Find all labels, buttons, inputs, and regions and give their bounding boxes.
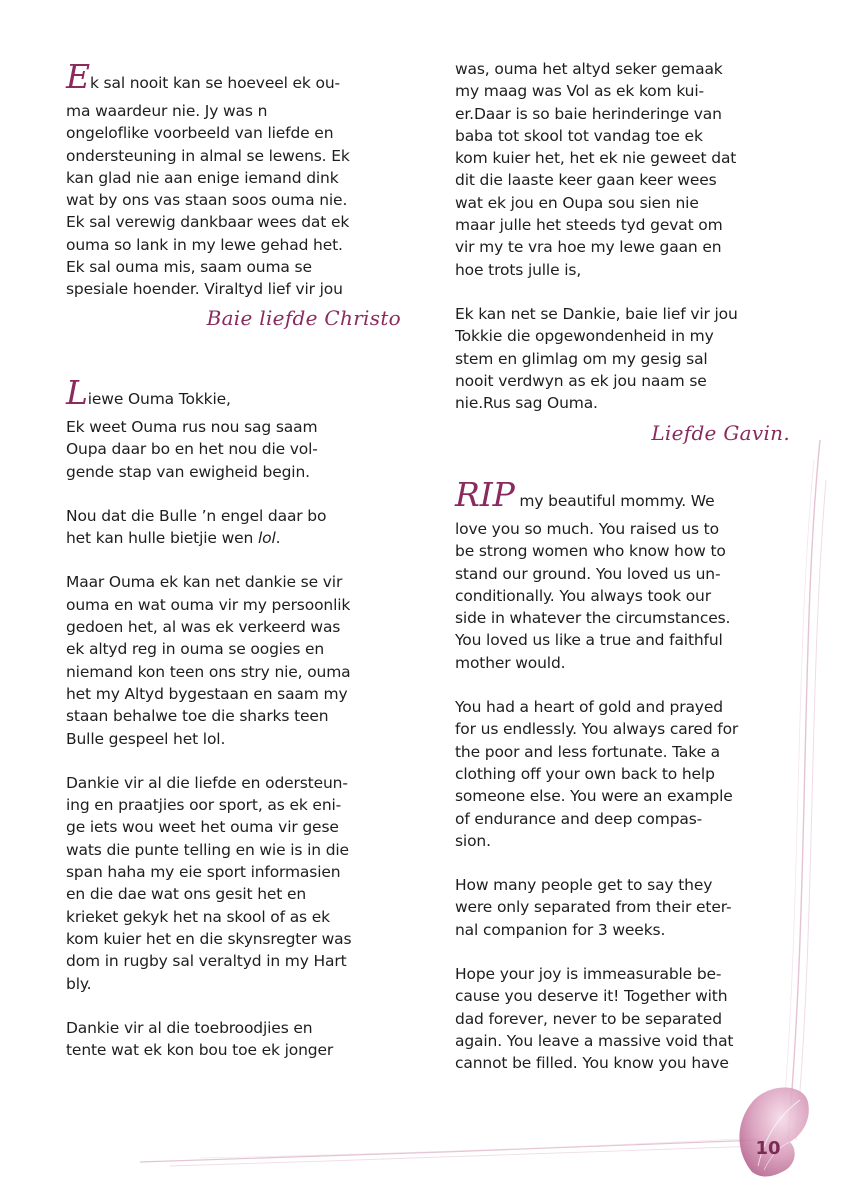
text-line: span haha my eie sport informasien	[66, 863, 341, 882]
text-line: ma waardeur nie. Jy was n	[66, 102, 268, 120]
text-line: nooit verdwyn as ek jou naam se	[455, 371, 707, 390]
text-line: stand our ground. You loved us un-	[455, 564, 721, 583]
text-line: Oupa daar bo en het nou die vol-	[66, 440, 318, 459]
signature-christo: Baie liefde Christo	[206, 305, 401, 330]
decorative-swoosh-bottom	[140, 1138, 760, 1168]
text-line: krieket gekyk het na skool of as ek	[66, 907, 330, 926]
text-line: Bulle gespeel het lol.	[66, 729, 226, 748]
text-line: You had a heart of gold and prayed	[455, 698, 723, 717]
text-line: ge iets wou weet het ouma vir gese	[66, 818, 339, 837]
text-line: tente wat ek kon bou toe ek jonger	[66, 1041, 334, 1060]
text-line: stem en glimlag om my gesig sal	[455, 349, 708, 368]
text-line: my maag was Vol as ek kom kui-	[455, 82, 704, 101]
butterfly-wing-icon	[724, 1080, 814, 1180]
drop-cap-e: E	[66, 57, 90, 96]
text-line: Maar Ouma ek kan net dankie se vir	[66, 573, 343, 592]
tribute-ouma-tokkie	[66, 373, 401, 1061]
greeting: iewe Ouma Tokkie,	[87, 390, 231, 408]
text-line: er.Daar is so baie herinderinge van	[455, 104, 722, 123]
text-line: dad forever, never to be separated	[455, 1009, 722, 1028]
text-line: love you so much. You raised us to	[455, 520, 719, 538]
text-line: en die dae wat ons gesit het en	[66, 885, 307, 904]
tribute-christo	[66, 57, 401, 330]
text-line: maar julle het steeds tyd gevat om	[455, 216, 723, 235]
text-line: Ek weet Ouma rus nou sag saam	[66, 418, 318, 436]
text-line: k sal nooit kan se hoeveel ek ou-	[89, 74, 340, 92]
text-line: Dankie vir al die toebroodjies en	[66, 1018, 313, 1037]
text-line: someone else. You were an example	[455, 787, 733, 806]
text-line: mother would.	[455, 653, 566, 672]
text-line: wat by ons vas staan soos ouma nie.	[66, 191, 348, 210]
text-line: ongeloflike voorbeeld van liefde en	[66, 124, 334, 143]
text-line: ouma so lank in my lewe gehad het.	[66, 235, 343, 254]
text-line: Ek kan net se Dankie, baie lief vir jou	[455, 304, 738, 323]
text-line: sion.	[455, 831, 491, 850]
text-line: nal companion for 3 weeks.	[455, 920, 666, 939]
text-line: Ek sal ouma mis, saam ouma se	[66, 258, 312, 277]
text-line: hoe trots julle is,	[455, 260, 582, 279]
text-line: spesiale hoender. Viraltyd lief vir jou	[66, 280, 343, 299]
text-line: niemand kon teen ons stry nie, ouma	[66, 662, 351, 681]
text-line: gedoen het, al was ek verkeerd was	[66, 618, 341, 637]
text-line: kom kuier het, het ek nie geweet dat	[455, 149, 737, 168]
text-line: was, ouma het altyd seker gemaak	[455, 60, 723, 78]
text-line: ondersteuning in almal se lewens. Ek	[66, 146, 350, 165]
text-line: kan glad nie aan enige iemand dink	[66, 168, 339, 187]
lead-text: my beautiful mommy. We	[514, 492, 715, 510]
text-line: How many people get to say they	[455, 876, 713, 895]
signature-gavin: Liefde Gavin.	[651, 421, 790, 446]
text-line: Hope your joy is immeasurable be-	[455, 965, 722, 984]
text-line: again. You leave a massive void that	[455, 1031, 734, 1050]
italic-lol: lol	[257, 529, 276, 548]
page-number: 10	[755, 1138, 781, 1159]
text-line: cannot be filled. You know you have	[455, 1054, 729, 1073]
text-line: gende stap van ewigheid begin.	[66, 462, 310, 481]
text-line: Tokkie die opgewondenheid in my	[455, 327, 714, 346]
text-line: Nou dat die Bulle ’n engel daar bo	[66, 506, 327, 525]
decorative-swoosh-right	[780, 440, 830, 1140]
period: .	[275, 529, 281, 548]
drop-cap-l: L	[66, 373, 88, 412]
text-line: side in whatever the circumstances.	[455, 609, 731, 628]
text-line: cause you deserve it! Together with	[455, 987, 728, 1006]
text-line: wat ek jou en Oupa sou sien nie	[455, 193, 699, 212]
text-line: het my Altyd bygestaan en saam my	[66, 684, 348, 703]
text-line: Ek sal verewig dankbaar wees dat ek	[66, 213, 350, 232]
tribute-gavin	[455, 58, 790, 445]
text-line: bly.	[66, 974, 92, 993]
drop-cap-rip: RIP	[455, 475, 515, 514]
text-line: ing en praatjies oor sport, as ek eni-	[66, 796, 342, 815]
tribute-rip-mommy	[455, 475, 790, 1075]
text-line: ek altyd reg in ouma se oogies en	[66, 640, 325, 659]
text-line: het kan hulle bietjie wen	[66, 529, 258, 548]
text-line: of endurance and deep compas-	[455, 809, 703, 828]
text-line: vir my te vra hoe my lewe gaan en	[455, 238, 722, 257]
text-line: nie.Rus sag Ouma.	[455, 394, 598, 413]
text-line: staan behalwe toe die sharks teen	[66, 707, 329, 726]
text-line: for us endlessly. You always cared for	[455, 720, 739, 739]
text-line: ouma en wat ouma vir my persoonlik	[66, 595, 351, 614]
text-line: Dankie vir al die liefde en odersteun-	[66, 773, 348, 792]
text-line: the poor and less fortunate. Take a	[455, 742, 721, 761]
text-line: You loved us like a true and faithful	[455, 631, 723, 650]
text-line: dit die laaste keer gaan keer wees	[455, 171, 717, 190]
text-line: dom in rugby sal veraltyd in my Hart	[66, 952, 347, 971]
text-line: be strong women who know how to	[455, 542, 726, 561]
text-line: wats die punte telling en wie is in die	[66, 840, 349, 859]
text-line: conditionally. You always took our	[455, 586, 711, 605]
text-line: were only separated from their eter-	[455, 898, 732, 917]
text-line: baba tot skool tot vandag toe ek	[455, 126, 703, 145]
text-line: clothing off your own back to help	[455, 764, 715, 783]
text-line: kom kuier het en die skynsregter was	[66, 929, 352, 948]
